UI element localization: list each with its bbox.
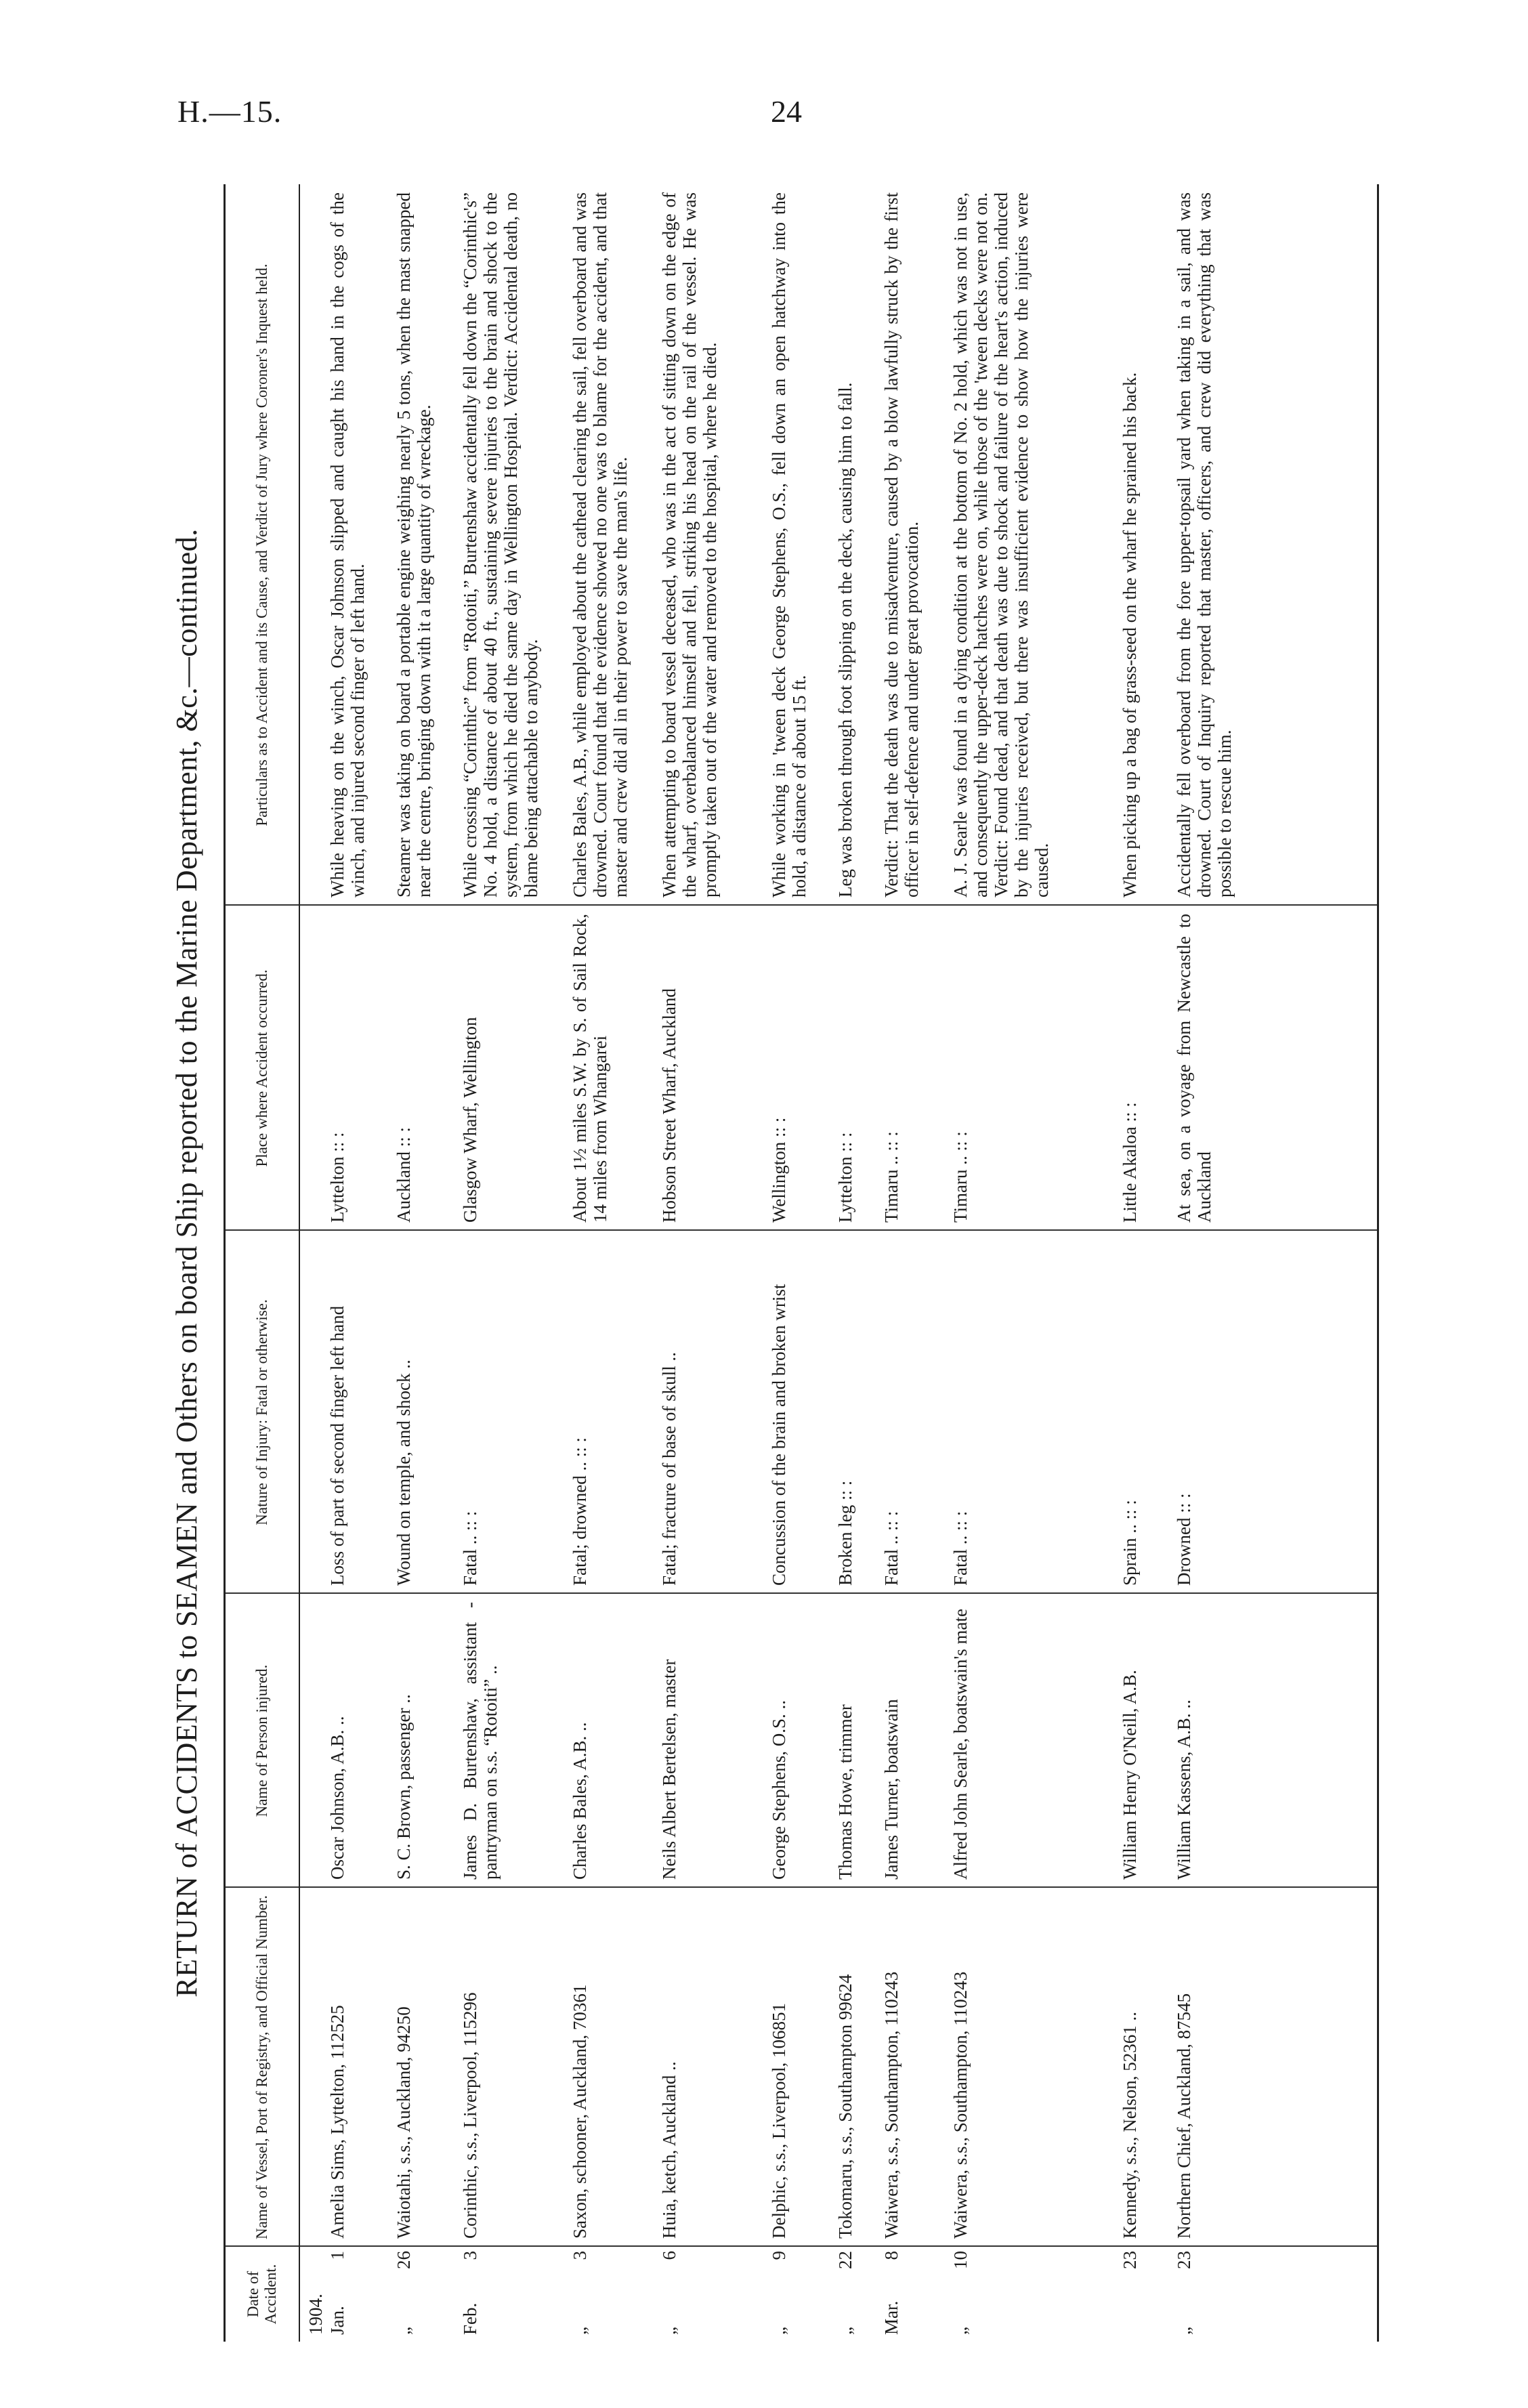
month-cell: „ — [1174, 2327, 1194, 2335]
month-cell: „ — [835, 2327, 855, 2335]
column-header-person: Name of Person injured. — [253, 1664, 270, 1817]
column-header-date: Date of Accident. — [245, 2264, 279, 2325]
column-header-place: Place where Accident occurred. — [253, 969, 270, 1167]
month-cell: „ — [394, 2327, 414, 2335]
vessel-cell: Huia, ketch, Auckland .. — [659, 2061, 679, 2239]
particulars-cell: Steamer was taking on board a portable engine weighing nearly 5 tons, when the mast snapped near the centre, bringing down with it a large quantity of wreckage. — [394, 192, 434, 897]
vessel-cell: Amelia Sims, Lyttelton, 112525 — [327, 2005, 347, 2239]
day-cell: 8 — [881, 2251, 901, 2260]
injury-cell: Fatal .. :: : — [881, 1511, 901, 1586]
injury-cell: Fatal .. :: : — [950, 1511, 971, 1586]
accidents-table — [224, 184, 1379, 2342]
page-header — [0, 87, 1528, 141]
table-header — [226, 184, 300, 2342]
vessel-cell: Waiwera, s.s., Southampton, 110243 — [950, 1971, 971, 2239]
place-cell: Auckland :: : — [394, 1127, 414, 1223]
place-cell: Glasgow Wharf, Wellington — [460, 1017, 480, 1223]
injury-cell: Loss of part of second finger left hand — [327, 1305, 347, 1586]
month-cell: Jan. — [327, 2306, 347, 2335]
year-label: 1904. — [305, 2294, 326, 2335]
person-cell: Alfred John Searle, boatswain's mate — [950, 1608, 971, 1880]
injury-cell: Drowned :: : — [1174, 1493, 1194, 1586]
column-header-injury: Nature of Injury: Fatal or otherwise. — [253, 1299, 270, 1525]
person-cell: S. C. Brown, passenger .. — [394, 1694, 414, 1880]
person-cell: William Henry O'Neill, A.B. — [1120, 1670, 1140, 1880]
day-cell: 3 — [460, 2251, 480, 2260]
day-cell: 6 — [659, 2251, 679, 2260]
place-cell: Hobson Street Wharf, Auckland — [659, 988, 679, 1223]
month-cell: „ — [950, 2327, 971, 2335]
rotated-table-block — [169, 184, 1375, 2342]
vessel-cell: Waiotahi, s.s., Auckland, 94250 — [394, 2006, 414, 2239]
month-cell: Feb. — [460, 2302, 480, 2335]
vessel-cell: Delphic, s.s., Liverpool, 106851 — [769, 2003, 789, 2239]
place-cell: Little Akaloa :: : — [1120, 1102, 1140, 1223]
day-cell: 3 — [570, 2251, 590, 2260]
particulars-cell: A. J. Searle was found in a dying condition at the bottom of No. 2 hold, which was not in use, and consequently the upper-deck hatches were on, while those of the 'tween decks were not on. Verdict: Found dead, and that death was due to shock and failure of the heart's action, induced by the injuries received, but there was insufficient evidence to show how the injuries were caused. — [950, 192, 1052, 897]
page-number: 24 — [771, 94, 802, 129]
particulars-cell: Accidentally fell overboard from the fore upper-topsail yard when taking in a sail, and was drowned. Court of Inquiry reported that master, officers, and crew did everything that was possible to rescue him. — [1174, 192, 1235, 897]
month-cell: Mar. — [881, 2300, 901, 2335]
person-cell: Thomas Howe, trimmer — [835, 1704, 855, 1880]
person-cell: George Stephens, O.S. .. — [769, 1700, 789, 1880]
injury-cell: Fatal; drowned .. :: : — [570, 1437, 590, 1586]
place-cell: Lyttelton :: : — [835, 1132, 855, 1223]
person-cell: James Turner, boatswain — [881, 1699, 901, 1880]
person-cell: William Kassens, A.B. .. — [1174, 1699, 1194, 1880]
vessel-cell: Tokomaru, s.s., Southampton 99624 — [835, 1974, 855, 2239]
injury-cell: Sprain .. :: : — [1120, 1500, 1140, 1586]
day-cell: 26 — [394, 2251, 414, 2269]
document-reference: H.—15. — [177, 94, 282, 129]
particulars-cell: Charles Bales, A.B., while employed about the cathead clearing the sail, fell overboard and was drowned. Court found that the evidence showed no one was to blame for the accident, and that master and crew did all in their power to save the man's life. — [570, 192, 631, 897]
person-cell: Charles Bales, A.B. .. — [570, 1722, 590, 1880]
place-cell: At sea, on a voyage from Newcastle to Auckland — [1174, 914, 1214, 1223]
table-body — [300, 184, 1377, 2342]
person-cell: Neils Albert Bertelsen, master — [659, 1659, 679, 1880]
month-cell: „ — [769, 2327, 789, 2335]
person-cell: James D. Burtenshaw, assistant - pantryman on s.s. “Rotoiti” .. — [460, 1602, 501, 1880]
particulars-cell: When attempting to board vessel deceased, who was in the act of sitting down on the edge of the wharf, overbalanced himself and fell, striking his head on the rail of the vessel. He was promptly taken out of the water and removed to the hospital, where he died. — [659, 192, 720, 897]
day-cell: 9 — [769, 2251, 789, 2260]
particulars-cell: While heaving on the winch, Oscar Johnson slipped and caught his hand in the cogs of the winch, and injured second finger of left hand. — [327, 192, 368, 897]
person-cell: Oscar Johnson, A.B. .. — [327, 1716, 347, 1880]
particulars-cell: Verdict: That the death was due to misadventure, caused by a blow lawfully struck by the first officer in self-defence and under great provocation. — [881, 192, 922, 897]
column-header-vessel: Name of Vessel, Port of Registry, and Official Number. — [253, 1895, 270, 2240]
particulars-cell: Leg was broken through foot slipping on the deck, causing him to fall. — [835, 382, 855, 897]
vessel-cell: Kennedy, s.s., Nelson, 52361 .. — [1120, 2012, 1140, 2239]
injury-cell: Broken leg :: : — [835, 1480, 855, 1586]
place-cell: Timaru .. :: : — [950, 1131, 971, 1223]
particulars-cell: While working in 'tween deck George Stephens, O.S., fell down an open hatchway into the hold, a distance of about 15 ft. — [769, 192, 809, 897]
month-cell: „ — [659, 2327, 679, 2335]
place-cell: Timaru .. :: : — [881, 1131, 901, 1223]
day-cell: 10 — [950, 2251, 971, 2269]
table-title: RETURN of ACCIDENTS to SEAMEN and Others on board Ship reported to the Marine Department, &c.—continued. — [170, 528, 203, 1998]
day-cell: 23 — [1120, 2251, 1140, 2269]
vessel-cell: Northern Chief, Auckland, 87545 — [1174, 1993, 1194, 2239]
injury-cell: Concussion of the brain and broken wrist — [769, 1284, 789, 1586]
injury-cell: Fatal .. :: : — [460, 1511, 480, 1586]
place-cell: Wellington :: : — [769, 1117, 789, 1223]
vessel-cell: Corinthic, s.s., Liverpool, 115296 — [460, 1992, 480, 2239]
place-cell: About 1½ miles S.W. by S. of Sail Rock, 14 miles from Whangarei — [570, 914, 610, 1223]
month-cell: „ — [570, 2327, 590, 2335]
vessel-cell: Saxon, schooner, Auckland, 70361 — [570, 1984, 590, 2239]
day-cell: 23 — [1174, 2251, 1194, 2269]
particulars-cell: While crossing “Corinthic” from “Rotoiti,” Burtenshaw accidentally fell down the “Corinthic's” No. 4 hold, a distance of about 40 ft., sustaining severe injuries to the brain and shock to the system, from which he died the same day in Wellington Hospital. Verdict: Accidental death, no blame being attachable to anybody. — [460, 192, 541, 897]
vessel-cell: Waiwera, s.s., Southampton, 110243 — [881, 1971, 901, 2239]
particulars-cell: When picking up a bag of grass-seed on the wharf he sprained his back. — [1120, 372, 1140, 897]
place-cell: Lyttelton :: : — [327, 1132, 347, 1223]
column-header-particulars: Particulars as to Accident and its Cause, and Verdict of Jury where Coroner's Inquest held. — [253, 263, 270, 826]
day-cell: 22 — [835, 2251, 855, 2269]
injury-cell: Wound on temple, and shock .. — [394, 1359, 414, 1586]
injury-cell: Fatal; fracture of base of skull .. — [659, 1352, 679, 1586]
day-cell: 1 — [327, 2251, 347, 2260]
